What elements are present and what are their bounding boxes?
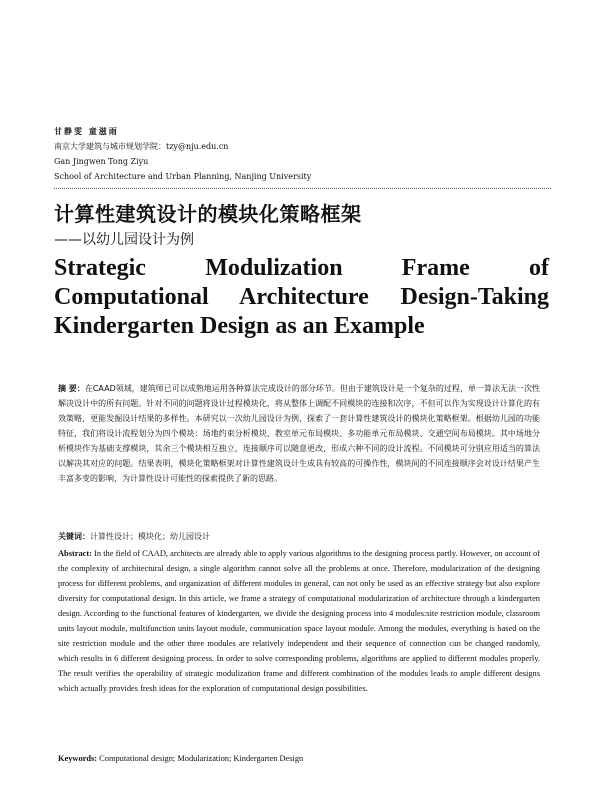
abstract-en-text: In the field of CAAD, architects are already able to apply various algorithms to the designing process partly. However, on account of the complexity of architectural design, a single algorithm cannot solve all the problems at once. Therefore, modularization of the designing process for different problems, and organization of different modules in general, can not only be used as an effective strategy but also explore diversity for computational design. In this article, we frame a strategy of computational modularization of architecture through a kindergarten design. According to the functional features of kindergarten, we divide the designing process into 4 modules:site restriction module, classroom units layout module, multifunction units layout module, communication space layout module. Among the modules, everything is based on the site restriction module and the other three modules are relatively independent and their sequence of connection can be changed randomly, which results in 6 different designing process. In order to solve corresponding problems, algorithms are applied to different modules properly. The result verifies the operability of strategic modulization frame and different combination of the modules leads to ample different designs which actually provides fresh ideas for the exploration of computational design possibilities. [58, 549, 541, 693]
keywords-cn-label: 关键词： [58, 532, 90, 541]
keywords-cn-text: 计算性设计；模块化；幼儿园设计 [90, 532, 210, 541]
abstract-en [58, 546, 540, 696]
authors-en: Gan Jingwen Tong Ziyu [54, 157, 149, 166]
title-cn: 计算性建筑设计的模块化策略框架 [54, 202, 362, 226]
abstract-cn-text: 在CAAD领域，建筑师已可以成熟地运用各种算法完成设计的部分环节。但由于建筑设计是一个复杂的过程，单一算法无法一次性解决设计中的所有问题。针对不同的问题将设计过程模块化，将从整体上调配不同模块的连接和次序，不但可以作为实现设计计算化的有效策略，更能发掘设计结果的多样性。本研究以一次幼儿园设计为例，探索了一套计算性建筑设计的模块化策略框架。根据幼儿园的功能特征，我们将设计流程划分为四个模块：场地约束分析模块、教室单元布局模块、多功能单元布局模块、交通空间布局模块。其中场地分析模块作为基础支撑模块，其余三个模块相互独立，连接顺序可以随意更改，形成六种不同的设计流程。不同模块可分别应用适当的算法以解决其对应的问题。结果表明，模块化策略框架对计算性建筑设计生成具有较高的可操作性，模块间的不同连接顺序会对设计结果产生丰富多变的影响，为计算性设计可能性的探索提供了新的思路。 [58, 384, 540, 483]
keywords-en-text: Computational design; Modularization; Kindergarten Design [99, 754, 304, 763]
abstract-cn-label: 摘 要： [58, 384, 85, 393]
keywords-en [58, 754, 303, 763]
abstract-cn [58, 381, 540, 486]
subtitle-cn: ——以幼儿园设计为例 [54, 232, 194, 248]
authors-cn: 甘静雯 童滋雨 [54, 126, 119, 136]
affiliation-en: School of Architecture and Urban Planning, Nanjing University [54, 172, 312, 181]
divider [54, 188, 551, 189]
keywords-cn [58, 531, 210, 542]
email: tzy@nju.edu.cn [166, 142, 229, 151]
affiliation-cn: 南京大学建筑与城市规划学院： [54, 142, 166, 151]
keywords-en-label: Keywords: [58, 754, 98, 763]
title-en: Strategic Modulization Frame of Computational Architecture Design-Taking Kindergarten Design as an Example [54, 255, 549, 339]
abstract-en-label: Abstract: [58, 549, 92, 558]
affiliation-cn-line [54, 139, 311, 154]
author-block [54, 124, 311, 184]
